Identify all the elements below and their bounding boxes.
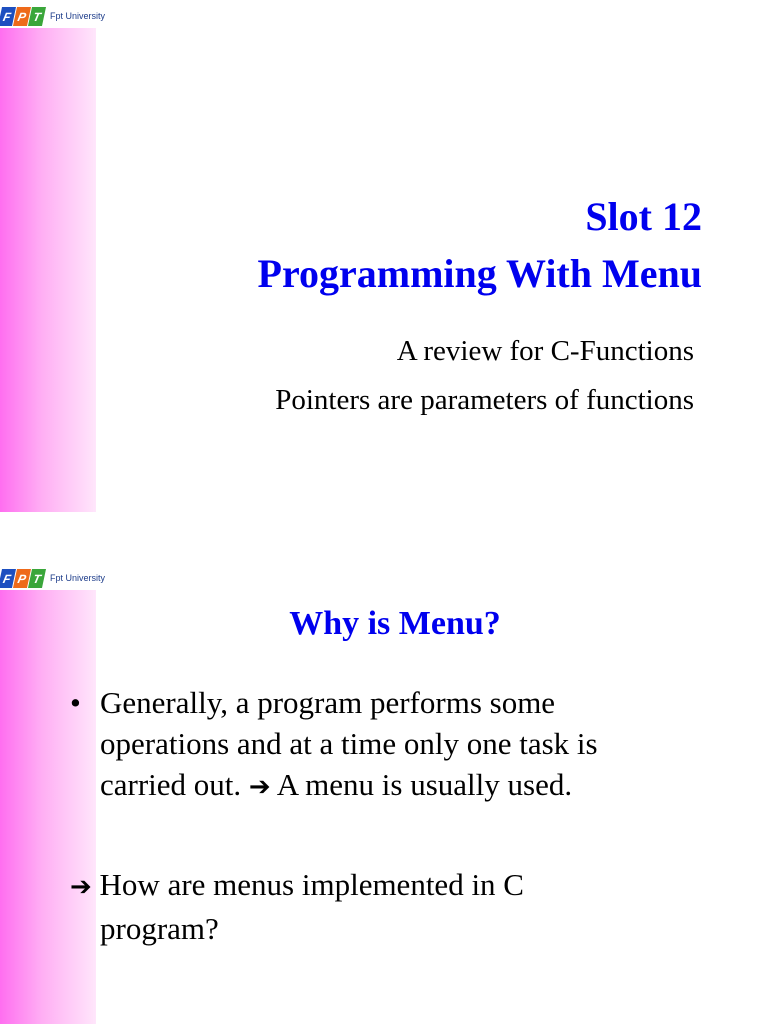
bullet-item (70, 682, 670, 808)
slide-title-line-2: Programming With Menu (257, 251, 702, 296)
slide-heading: Why is Menu? (289, 605, 501, 642)
logo-letter-t: T (28, 569, 46, 588)
bullet-text-main: Generally, a program performs some operations and at a time only one task is carried out. (100, 685, 598, 802)
logo-letter-p: P (13, 7, 31, 26)
logo-letter-f: F (0, 7, 16, 26)
arrow-icon: ➔ (70, 872, 92, 902)
logo-text: Fpt University (50, 573, 106, 583)
logo-letter-t: T (28, 7, 46, 26)
logo-letter-f: F (0, 569, 16, 588)
arrow-icon: ➔ (248, 772, 271, 802)
question-paragraph (70, 864, 670, 949)
sidebar-gradient (0, 28, 96, 512)
slide-title-line-1: Slot 12 (585, 194, 702, 239)
logo-text: Fpt University (50, 11, 106, 21)
logo-letter-p: P (13, 569, 31, 588)
fpt-logo (0, 4, 105, 28)
question-line-2: program? (100, 911, 219, 946)
fpt-logo (0, 566, 105, 590)
slide-2 (0, 562, 768, 1024)
subtitle-line-2: Pointers are parameters of functions (275, 384, 694, 416)
bullet-text (100, 682, 670, 808)
bullet-dot: • (70, 685, 81, 720)
bullet-text-conclusion: A menu is usually used. (276, 767, 573, 802)
subtitle-line-1: A review for C-Functions (396, 335, 694, 367)
question-line-1: How are menus implemented in C (99, 867, 524, 902)
